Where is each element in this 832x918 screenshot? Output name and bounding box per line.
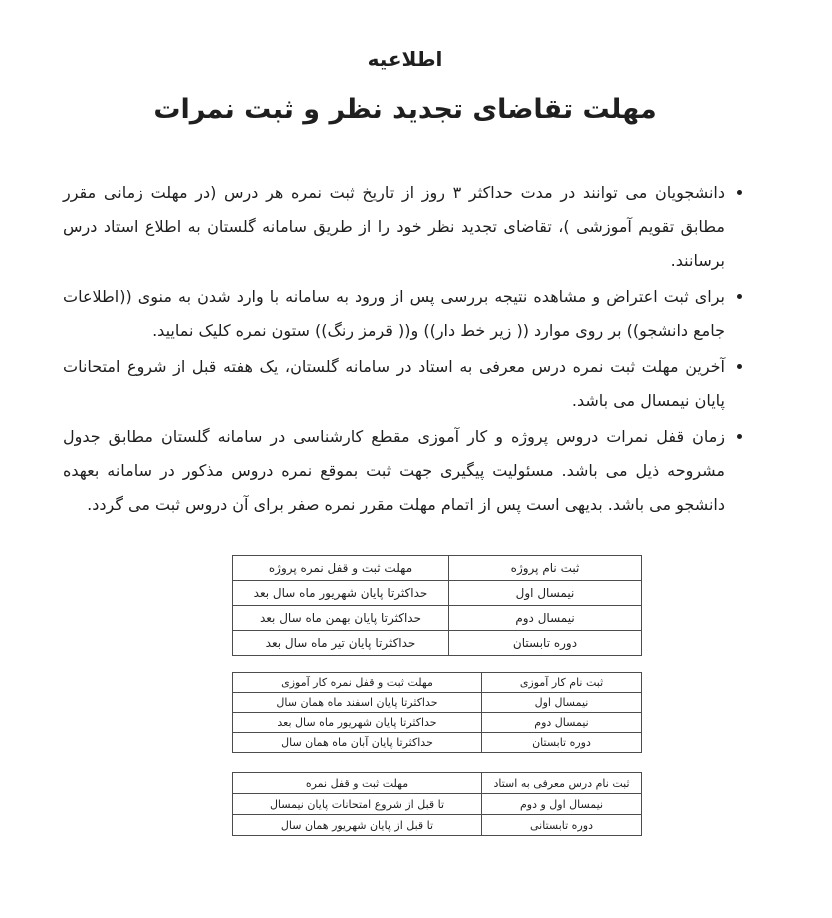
table-row (233, 794, 642, 815)
table-header-row (233, 673, 642, 693)
bullet-list (63, 176, 747, 522)
deadline-cell: حداکثرتا پایان تیر ماه سال بعد (233, 631, 449, 656)
term-cell: نیمسال اول و دوم (482, 794, 642, 815)
table-header-row (233, 556, 642, 581)
deadline-header-cell: مهلت ثبت و قفل نمره کار آموزی (233, 673, 482, 693)
deadline-cell: حداکثرتا پایان بهمن ماه سال بعد (233, 606, 449, 631)
table-header-row (233, 773, 642, 794)
deadline-cell: حداکثرتا پایان شهریور ماه سال بعد (233, 713, 482, 733)
intro-course-grade-table (232, 772, 642, 836)
internship-grade-table (232, 672, 642, 753)
term-cell: دوره تابستان (449, 631, 642, 656)
table-row (233, 713, 642, 733)
deadline-cell: حداکثرتا پایان شهریور ماه سال بعد (233, 581, 449, 606)
table-row (233, 631, 642, 656)
deadline-cell: تا قبل از شروع امتحانات پایان نیمسال (233, 794, 482, 815)
deadline-header-cell: مهلت ثبت و قفل نمره پروژه (233, 556, 449, 581)
term-cell: نیمسال دوم (449, 606, 642, 631)
bullet-item-grade-lock-schedule: • زمان قفل نمرات دروس پروژه و کار آموزی مقطع کارشناسی در سامانه گلستان مطابق جدول مشروحه ذیل می باشد. مسئولیت پیگیری جهت ثبت بموقع نمره دروس مذکور در سامانه بعهده دانشجو می باشد. بدیهی است پس از اتمام مهلت مقرر نمره صفر برای آن دروس ثبت می گردد. (63, 420, 725, 522)
term-cell: دوره تابستان (482, 733, 642, 753)
deadline-cell: تا قبل از پایان شهریور همان سال (233, 815, 482, 836)
term-header-cell: ثبت نام کار آموزی (482, 673, 642, 693)
bullet-item-review-request: • دانشجویان می توانند در مدت حداکثر ۳ روز از تاریخ ثبت نمره هر درس (در مهلت زمانی مقرر مطابق تقویم آموزشی )، تقاضای تجدید نظر خود را از طریق سامانه گلستان به اطلاع استاد درس برسانند. (63, 176, 725, 278)
term-header-cell: ثبت نام پروژه (449, 556, 642, 581)
table-row (233, 815, 642, 836)
deadline-header-cell: مهلت ثبت و قفل نمره (233, 773, 482, 794)
term-cell: دوره تابستانی (482, 815, 642, 836)
table-row (233, 693, 642, 713)
table-row (233, 581, 642, 606)
term-cell: نیمسال اول (449, 581, 642, 606)
term-header-cell: ثبت نام درس معرفی به استاد (482, 773, 642, 794)
announcement-document (63, 0, 747, 836)
announcement-kicker: اطلاعیه (367, 47, 443, 71)
bullet-item-objection-result: • برای ثبت اعتراض و مشاهده نتیجه بررسی پس از ورود به سامانه با وارد شدن به منوی ((اطلاعات جامع دانشجو)) بر روی موارد (( زیر خط دار)) و(( قرمز رنگ)) ستون نمره کلیک نمایید. (63, 280, 725, 348)
deadline-cell: حداکثرتا پایان اسفند ماه همان سال (233, 693, 482, 713)
project-grade-table (232, 555, 642, 656)
announcement-title: مهلت تقاضای تجدید نظر و ثبت نمرات (153, 94, 657, 125)
table-row (233, 606, 642, 631)
table-row (233, 733, 642, 753)
deadline-cell: حداکثرتا پایان آبان ماه همان سال (233, 733, 482, 753)
term-cell: نیمسال اول (482, 693, 642, 713)
term-cell: نیمسال دوم (482, 713, 642, 733)
bullet-item-intro-course-deadline: • آخرین مهلت ثبت نمره درس معرفی به استاد در سامانه گلستان، یک هفته قبل از شروع امتحانات پایان نیمسال می باشد. (63, 350, 725, 418)
